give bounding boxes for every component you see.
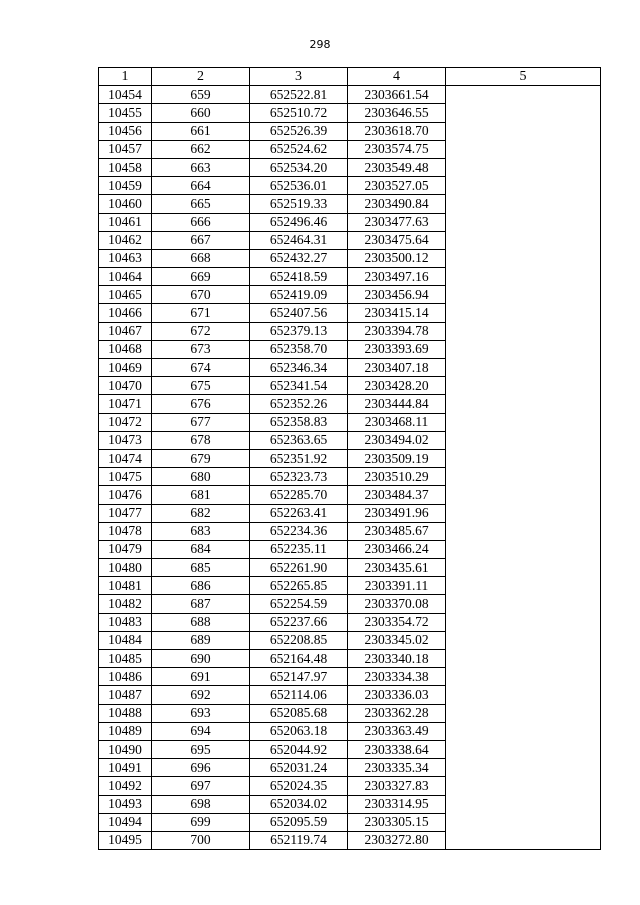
table-cell-col-4: 2303354.72 xyxy=(348,613,446,631)
table-cell-col-3: 652358.83 xyxy=(250,413,348,431)
table-cell-col-4: 2303407.18 xyxy=(348,359,446,377)
table-cell-col-4: 2303646.55 xyxy=(348,104,446,122)
table-cell-col-4: 2303435.61 xyxy=(348,559,446,577)
table-cell-col-3: 652114.06 xyxy=(250,686,348,704)
table-cell-col-1: 10454 xyxy=(99,86,152,104)
table-cell-col-4: 2303527.05 xyxy=(348,177,446,195)
table-cell-col-1: 10477 xyxy=(99,504,152,522)
table-cell-col-3: 652352.26 xyxy=(250,395,348,413)
table-cell-col-4: 2303334.38 xyxy=(348,668,446,686)
table-cell-col-4: 2303574.75 xyxy=(348,140,446,158)
table-cell-col-1: 10462 xyxy=(99,231,152,249)
table-cell-col-2: 694 xyxy=(152,722,250,740)
table-cell-col-2: 683 xyxy=(152,522,250,540)
table-cell-col-4: 2303484.37 xyxy=(348,486,446,504)
table-cell-col-1: 10467 xyxy=(99,322,152,340)
table-cell-col-4: 2303345.02 xyxy=(348,631,446,649)
table-cell-col-4: 2303394.78 xyxy=(348,322,446,340)
table-cell-col-1: 10486 xyxy=(99,668,152,686)
table-cell-col-3: 652418.59 xyxy=(250,268,348,286)
table-cell-col-3: 652147.97 xyxy=(250,668,348,686)
table-cell-col-3: 652363.65 xyxy=(250,431,348,449)
table-cell-col-1: 10490 xyxy=(99,740,152,758)
table-cell-col-2: 668 xyxy=(152,249,250,267)
table-cell-col-3: 652510.72 xyxy=(250,104,348,122)
table-cell-col-1: 10485 xyxy=(99,650,152,668)
table-cell-col-2: 688 xyxy=(152,613,250,631)
table-cell-col-2: 700 xyxy=(152,831,250,849)
table-cell-col-2: 698 xyxy=(152,795,250,813)
table-cell-col-1: 10476 xyxy=(99,486,152,504)
table-cell-col-3: 652044.92 xyxy=(250,740,348,758)
table-cell-col-1: 10458 xyxy=(99,158,152,176)
table-cell-col-3: 652464.31 xyxy=(250,231,348,249)
table-cell-col-4: 2303393.69 xyxy=(348,340,446,358)
table-cell-col-3: 652526.39 xyxy=(250,122,348,140)
table-cell-col-5 xyxy=(446,86,601,850)
table-cell-col-4: 2303500.12 xyxy=(348,249,446,267)
table-cell-col-1: 10466 xyxy=(99,304,152,322)
table-cell-col-1: 10463 xyxy=(99,249,152,267)
table-cell-col-2: 686 xyxy=(152,577,250,595)
table-cell-col-1: 10465 xyxy=(99,286,152,304)
table-cell-col-4: 2303475.64 xyxy=(348,231,446,249)
table-cell-col-1: 10471 xyxy=(99,395,152,413)
table-cell-col-4: 2303618.70 xyxy=(348,122,446,140)
table-cell-col-2: 672 xyxy=(152,322,250,340)
table-cell-col-2: 659 xyxy=(152,86,250,104)
table-cell-col-3: 652496.46 xyxy=(250,213,348,231)
table-cell-col-4: 2303335.34 xyxy=(348,759,446,777)
column-header-4: 4 xyxy=(348,68,446,86)
table-cell-col-2: 691 xyxy=(152,668,250,686)
table-header xyxy=(99,68,601,86)
table-cell-col-3: 652323.73 xyxy=(250,468,348,486)
table-cell-col-1: 10483 xyxy=(99,613,152,631)
table-cell-col-2: 675 xyxy=(152,377,250,395)
column-header-1: 1 xyxy=(99,68,152,86)
table-cell-col-3: 652379.13 xyxy=(250,322,348,340)
table-cell-col-2: 663 xyxy=(152,158,250,176)
table-cell-col-2: 670 xyxy=(152,286,250,304)
table-cell-col-1: 10491 xyxy=(99,759,152,777)
table-cell-col-3: 652341.54 xyxy=(250,377,348,395)
table-cell-col-4: 2303391.11 xyxy=(348,577,446,595)
table-cell-col-3: 652358.70 xyxy=(250,340,348,358)
table-cell-col-2: 696 xyxy=(152,759,250,777)
table-cell-col-1: 10492 xyxy=(99,777,152,795)
table-cell-col-4: 2303327.83 xyxy=(348,777,446,795)
table-cell-col-1: 10493 xyxy=(99,795,152,813)
table-cell-col-3: 652522.81 xyxy=(250,86,348,104)
table-cell-col-1: 10468 xyxy=(99,340,152,358)
table-cell-col-1: 10478 xyxy=(99,522,152,540)
header-row xyxy=(99,68,601,86)
table-cell-col-2: 697 xyxy=(152,777,250,795)
table-cell-col-3: 652254.59 xyxy=(250,595,348,613)
table-cell-col-4: 2303491.96 xyxy=(348,504,446,522)
table-cell-col-3: 652235.11 xyxy=(250,540,348,558)
table-cell-col-3: 652432.27 xyxy=(250,249,348,267)
table-cell-col-3: 652164.48 xyxy=(250,650,348,668)
table-cell-col-4: 2303456.94 xyxy=(348,286,446,304)
table-cell-col-4: 2303370.08 xyxy=(348,595,446,613)
table-cell-col-2: 692 xyxy=(152,686,250,704)
table-cell-col-1: 10473 xyxy=(99,431,152,449)
table-cell-col-4: 2303490.84 xyxy=(348,195,446,213)
table-cell-col-2: 695 xyxy=(152,740,250,758)
table-cell-col-4: 2303338.64 xyxy=(348,740,446,758)
table-cell-col-3: 652085.68 xyxy=(250,704,348,722)
table-cell-col-1: 10479 xyxy=(99,540,152,558)
table-cell-col-2: 665 xyxy=(152,195,250,213)
table-cell-col-3: 652063.18 xyxy=(250,722,348,740)
table-cell-col-1: 10457 xyxy=(99,140,152,158)
table-cell-col-3: 652031.24 xyxy=(250,759,348,777)
table-cell-col-1: 10495 xyxy=(99,831,152,849)
table-cell-col-1: 10482 xyxy=(99,595,152,613)
table-cell-col-3: 652346.34 xyxy=(250,359,348,377)
table-cell-col-3: 652519.33 xyxy=(250,195,348,213)
table-cell-col-4: 2303362.28 xyxy=(348,704,446,722)
table-cell-col-1: 10484 xyxy=(99,631,152,649)
table-cell-col-4: 2303340.18 xyxy=(348,650,446,668)
table-cell-col-2: 667 xyxy=(152,231,250,249)
table-cell-col-2: 682 xyxy=(152,504,250,522)
table-cell-col-4: 2303444.84 xyxy=(348,395,446,413)
table-cell-col-1: 10489 xyxy=(99,722,152,740)
table-cell-col-4: 2303661.54 xyxy=(348,86,446,104)
table-cell-col-3: 652265.85 xyxy=(250,577,348,595)
table-cell-col-3: 652095.59 xyxy=(250,813,348,831)
column-header-2: 2 xyxy=(152,68,250,86)
table-cell-col-2: 671 xyxy=(152,304,250,322)
column-header-5: 5 xyxy=(446,68,601,86)
table-cell-col-4: 2303497.16 xyxy=(348,268,446,286)
table-cell-col-1: 10456 xyxy=(99,122,152,140)
table-cell-col-2: 685 xyxy=(152,559,250,577)
table-cell-col-4: 2303466.24 xyxy=(348,540,446,558)
table-cell-col-2: 689 xyxy=(152,631,250,649)
table-cell-col-4: 2303314.95 xyxy=(348,795,446,813)
table-row xyxy=(99,86,601,104)
table-cell-col-3: 652407.56 xyxy=(250,304,348,322)
table-body xyxy=(99,86,601,850)
table-cell-col-3: 652261.90 xyxy=(250,559,348,577)
table-cell-col-4: 2303305.15 xyxy=(348,813,446,831)
table-cell-col-2: 680 xyxy=(152,468,250,486)
table-cell-col-4: 2303272.80 xyxy=(348,831,446,849)
table-cell-col-3: 652208.85 xyxy=(250,631,348,649)
page-number: 298 xyxy=(309,38,331,51)
table-cell-col-4: 2303485.67 xyxy=(348,522,446,540)
table-cell-col-3: 652285.70 xyxy=(250,486,348,504)
table-cell-col-1: 10480 xyxy=(99,559,152,577)
table-cell-col-1: 10470 xyxy=(99,377,152,395)
table-cell-col-1: 10481 xyxy=(99,577,152,595)
table-cell-col-1: 10459 xyxy=(99,177,152,195)
table-cell-col-1: 10475 xyxy=(99,468,152,486)
coordinates-table xyxy=(98,67,601,850)
table-cell-col-2: 660 xyxy=(152,104,250,122)
table-cell-col-3: 652024.35 xyxy=(250,777,348,795)
table-cell-col-1: 10469 xyxy=(99,359,152,377)
table-cell-col-2: 699 xyxy=(152,813,250,831)
table-cell-col-3: 652524.62 xyxy=(250,140,348,158)
table-cell-col-2: 674 xyxy=(152,359,250,377)
table-cell-col-3: 652119.74 xyxy=(250,831,348,849)
table-cell-col-3: 652234.36 xyxy=(250,522,348,540)
table-cell-col-2: 684 xyxy=(152,540,250,558)
table-cell-col-1: 10474 xyxy=(99,449,152,467)
table-cell-col-4: 2303363.49 xyxy=(348,722,446,740)
table-cell-col-2: 664 xyxy=(152,177,250,195)
table-cell-col-3: 652034.02 xyxy=(250,795,348,813)
table-cell-col-2: 666 xyxy=(152,213,250,231)
table-cell-col-3: 652534.20 xyxy=(250,158,348,176)
table-cell-col-1: 10461 xyxy=(99,213,152,231)
table-cell-col-2: 693 xyxy=(152,704,250,722)
table-cell-col-1: 10488 xyxy=(99,704,152,722)
table-cell-col-3: 652351.92 xyxy=(250,449,348,467)
table-cell-col-1: 10464 xyxy=(99,268,152,286)
table-cell-col-2: 661 xyxy=(152,122,250,140)
table-cell-col-1: 10460 xyxy=(99,195,152,213)
table-cell-col-2: 679 xyxy=(152,449,250,467)
table-cell-col-4: 2303336.03 xyxy=(348,686,446,704)
table-cell-col-2: 676 xyxy=(152,395,250,413)
table-cell-col-4: 2303428.20 xyxy=(348,377,446,395)
table-cell-col-1: 10494 xyxy=(99,813,152,831)
table-cell-col-3: 652263.41 xyxy=(250,504,348,522)
table-cell-col-2: 681 xyxy=(152,486,250,504)
table-cell-col-3: 652419.09 xyxy=(250,286,348,304)
table-cell-col-2: 687 xyxy=(152,595,250,613)
table-cell-col-3: 652536.01 xyxy=(250,177,348,195)
table-cell-col-2: 678 xyxy=(152,431,250,449)
table-cell-col-2: 677 xyxy=(152,413,250,431)
table-cell-col-1: 10487 xyxy=(99,686,152,704)
table-cell-col-4: 2303415.14 xyxy=(348,304,446,322)
table-cell-col-4: 2303477.63 xyxy=(348,213,446,231)
table-cell-col-2: 669 xyxy=(152,268,250,286)
column-header-3: 3 xyxy=(250,68,348,86)
table-cell-col-2: 673 xyxy=(152,340,250,358)
table-cell-col-2: 662 xyxy=(152,140,250,158)
table-cell-col-1: 10472 xyxy=(99,413,152,431)
table-cell-col-4: 2303494.02 xyxy=(348,431,446,449)
table-cell-col-1: 10455 xyxy=(99,104,152,122)
table-cell-col-4: 2303509.19 xyxy=(348,449,446,467)
table-cell-col-3: 652237.66 xyxy=(250,613,348,631)
table-cell-col-2: 690 xyxy=(152,650,250,668)
table-cell-col-4: 2303468.11 xyxy=(348,413,446,431)
table-cell-col-4: 2303549.48 xyxy=(348,158,446,176)
table-cell-col-4: 2303510.29 xyxy=(348,468,446,486)
